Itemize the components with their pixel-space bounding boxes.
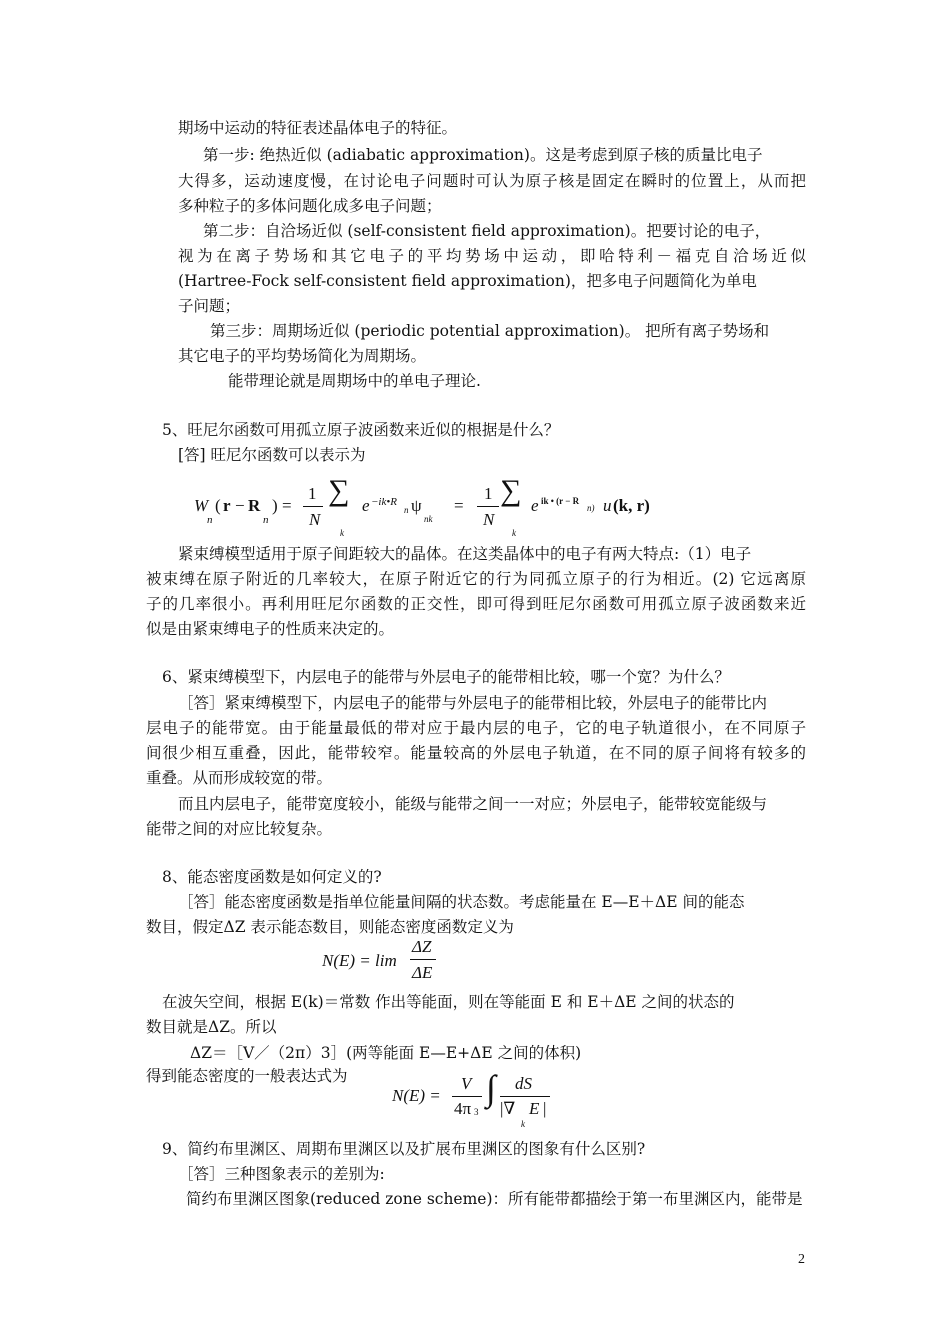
text-line: 能带理论就是周期场中的单电子理论. [228,372,481,390]
page-number: 2 [798,1252,805,1267]
text-line: 在波矢空间，根据 E(k)＝常数 作出等能面，则在等能面 E 和 E＋ΔE 之间的状态的 [162,993,735,1011]
eq-numerator: 1 [308,484,317,503]
text-line: 多种粒子的多体问题化成多电子问题； [178,197,442,215]
eq-denominator: |∇ [500,1099,516,1118]
eq-lhs: N(E) = lim [322,951,397,970]
eq-subscript: n [207,514,213,526]
eq-symbol: ) [272,496,278,515]
text-line: 而且内层电子，能带宽度较小，能级与能带之间一一对应；外层电子，能带较宽能级与 [178,795,768,813]
eq-symbol: r [223,496,231,515]
text-line: 得到能态密度的一般表达式为 [146,1067,348,1085]
eq-symbol: e [362,496,370,515]
eq-denominator: ΔE [412,963,433,982]
text-line: 大得多，运动速度慢，在讨论电子问题时可认为原子核是固定在瞬时的位置上，从而把 [178,172,806,190]
eq-symbol: = [454,496,464,515]
eq-symbol: W [194,496,209,515]
text-line: 层电子的能带宽。由于能量最低的带对应于最内层的电子，它的电子轨道很小，在不同原子 [146,719,806,737]
eq-symbol: − [235,496,245,515]
eq-subscript: n) [587,503,595,513]
eq-subscript: k [521,1119,525,1129]
eq-exponent: ik • (r − R [541,496,580,506]
answer-intro: [答] 旺尼尔函数可以表示为 [178,446,366,464]
eq-lhs: N(E) = [392,1086,441,1105]
text-line: 被束缚在原子附近的几率较大，在原子附近它的行为同孤立原子的行为相近。(2) 它远离原 [146,570,806,588]
eq-symbol: R [248,496,261,515]
text-line: 第三步：周期场近似 (periodic potential approximation)。 把所有离子势场和 [210,322,770,340]
text-line: 期场中运动的特征表述晶体电子的特征。 [178,119,458,137]
question-9: 9、简约布里渊区、周期布里渊区以及扩展布里渊区的图象有什么区别? [162,1140,646,1158]
eq-exponent: 3 [474,1107,479,1117]
integral-symbol: ∫ [486,1068,496,1108]
eq-subscript: n [263,514,269,526]
text-line: ［答］紧束缚模型下，内层电子的能带与外层电子的能带相比较，外层电子的能带比内 [178,694,768,712]
fraction-bar [303,506,323,507]
text-line: 间很少相互重叠，因此，能带较窄。能量较高的外层电子轨道，在不同的原子间将有较多的 [146,744,806,762]
text-line: 能带之间的对应比较复杂。 [146,820,333,838]
text-line: ［答］能态密度函数是指单位能量间隔的状态数。考虑能量在 E—E＋ΔE 间的能态 [178,893,745,911]
eq-numerator: V [461,1074,472,1093]
text-line: 简约布里渊区图象(reduced zone scheme)：所有能带都描绘于第一布里渊区内，能带是 [186,1190,803,1208]
text-line: 其它电子的平均势场简化为周期场。 [178,347,427,365]
eq-subscript: k [512,528,516,538]
text-line: 子的几率很小。再利用旺尼尔函数的正交性，即可得到旺尼尔函数可用孤立原子波函数来近 [146,595,806,613]
eq-denominator: N [309,510,321,529]
sum-symbol: ∑ [328,474,350,507]
text-line: 数目，假定ΔZ 表示能态数目，则能态密度函数定义为 [146,918,514,936]
text-line: ΔZ＝［V／（2π）3］(两等能面 E—E+ΔE 之间的体积) [190,1044,582,1062]
eq-subscript: n [404,505,409,515]
text-line: 第二步：自洽场近似 (self-consistent field approximation)。把要讨论的电子， [203,222,771,240]
text-line: 视为在离子势场和其它电子的平均势场中运动，即哈特利－福克自洽场近似 [178,247,806,265]
question-6: 6、紧束缚模型下，内层电子的能带与外层电子的能带相比较，哪一个宽？为什么？ [162,668,730,686]
eq-subscript: nk [424,514,433,524]
text-line: 子问题； [178,297,241,315]
sum-symbol: ∑ [500,474,522,507]
eq-symbol: u [603,496,612,515]
eq-denominator: | [543,1099,547,1118]
eq-symbol: ψ [411,496,422,515]
text-line: 重叠。从而形成较宽的带。 [146,769,333,787]
eq-exponent: −ik•R [371,496,397,508]
eq-symbol: (k, r) [613,496,650,515]
question-5: 5、旺尼尔函数可用孤立原子波函数来近似的根据是什么？ [162,421,560,439]
text-line: 第一步: 绝热近似 (adiabatic approximation)。这是考虑到原子核的质量比电子 [203,146,763,164]
eq-symbol: ( [215,496,221,515]
eq-symbol: = [282,496,292,515]
eq-symbol: e [531,496,539,515]
eq-denominator: E [529,1099,540,1118]
eq-subscript: k [340,528,344,538]
text-line: ［答］三种图象表示的差别为: [178,1165,385,1183]
fraction-bar [410,959,436,960]
text-line: (Hartree-Fock self-consistent field approximation)，把多电子问题简化为单电 [178,272,757,290]
eq-denominator: 4π [454,1099,472,1118]
fraction-bar [452,1096,482,1097]
fraction-bar [500,1096,550,1097]
eq-numerator: dS [515,1074,532,1093]
eq-numerator: 1 [484,484,493,503]
fraction-bar [477,506,499,507]
question-8: 8、能态密度函数是如何定义的? [162,868,382,886]
text-line: 数目就是ΔZ。所以 [146,1018,277,1036]
text-line: 紧束缚模型适用于原子间距较大的晶体。在这类晶体中的电子有两大特点:（1）电子 [178,545,752,563]
text-line: 似是由紧束缚电子的性质来决定的。 [146,620,395,638]
eq-numerator: ΔZ [412,937,432,956]
eq-denominator: N [483,510,495,529]
